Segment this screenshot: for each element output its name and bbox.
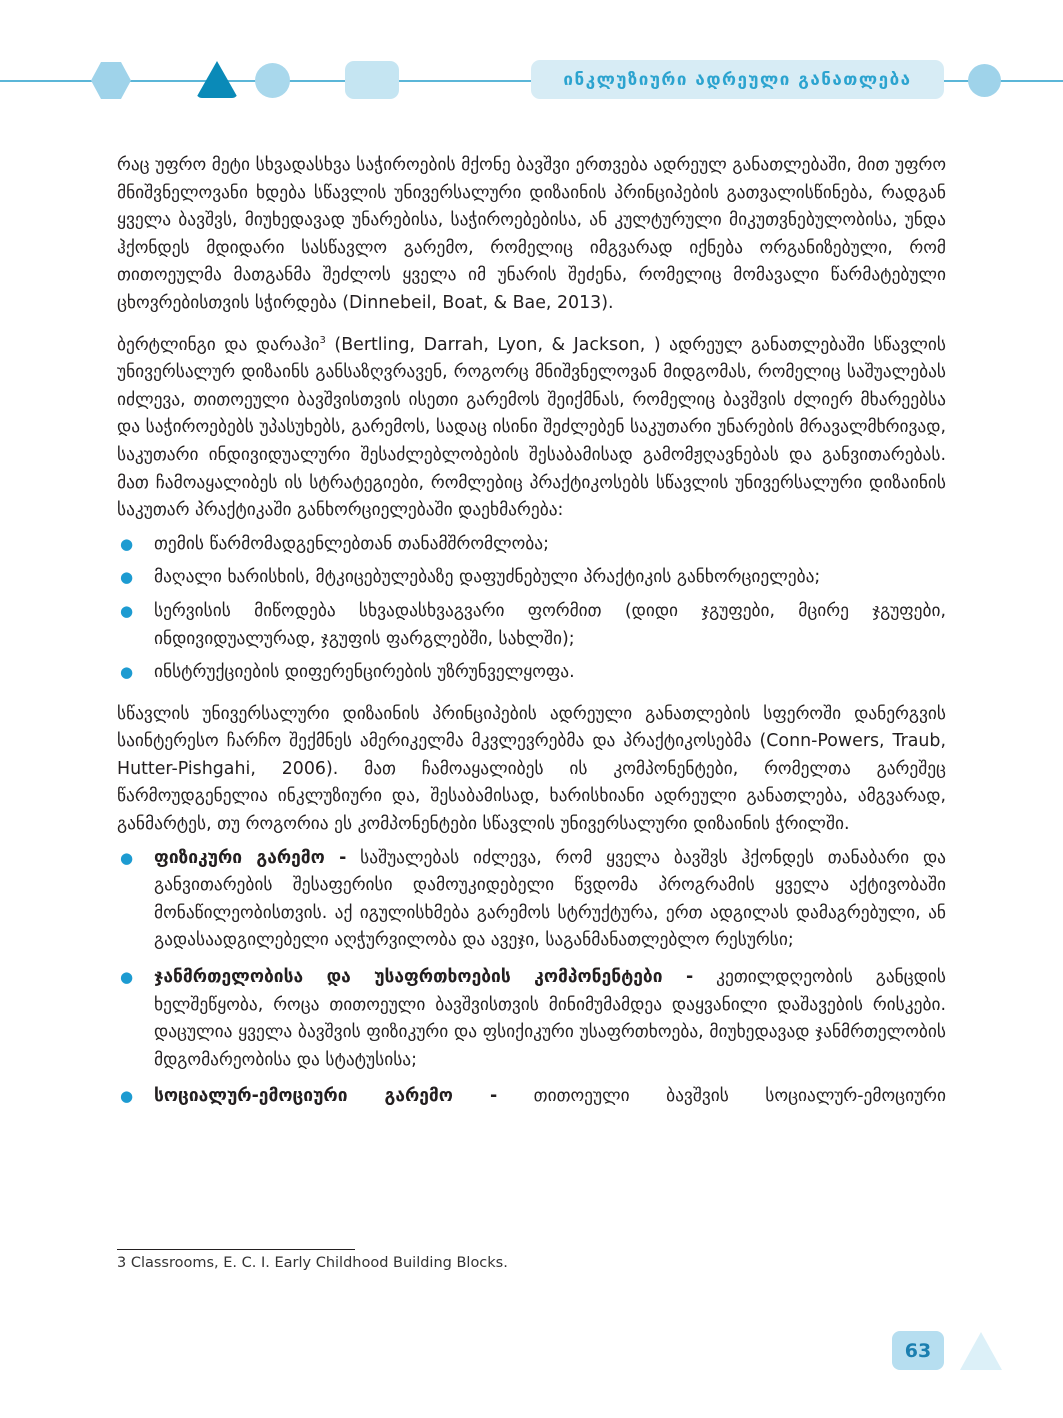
bullet-icon: ● — [120, 534, 134, 553]
paragraph-2-rest: (Bertling, Darrah, Lyon, & Jackson, ) ადრეულ განათლებაში სწავლის უნივერსალურ დიზაინს განსაზღვრავენ, როგორც მნიშვნელოვან მიდგომას, რომელიც საშუალებას იძლევა, თითოეული ბავშვისთვის ისეთი გარემოს შეიქმნას, რომელიც ბავშვის ძლიერ მხარეებსა და საჭიროებებს უპასუხებს, გარემოს, სადაც ისინი შეძლებენ საკუთარი უნარების მრავალმხრივად, საკუთარი ინდივიდუალური შესაძლებლობების შესაბამისად გამომჟღავნებას და განვითარებას. მათ ჩამოაყალიბეს ის სტრატეგიები, რომლებიც პრაქტიკოსებს სწავლის უნივერსალური დიზაინის საკუთარ პრაქტიკაში განხორციელებაში დაეხმარება: — [117, 334, 947, 521]
component-list — [117, 845, 946, 1111]
strategy-list — [117, 531, 946, 687]
list-item-text: თემის წარმომადგენლებთან თანამშრომლობა; — [154, 533, 549, 554]
bullet-icon: ● — [120, 601, 134, 620]
list-item-text: ინსტრუქციების დიფერენცირების უზრუნველყოფა. — [154, 662, 575, 683]
footnote-divider — [117, 1249, 355, 1250]
main-content — [117, 152, 946, 1125]
bullet-icon: ● — [120, 968, 134, 987]
footer-triangle-shape — [960, 1332, 1002, 1370]
paragraph-1: რაც უფრო მეტი სხვადასხვა საჭიროების მქონე ბავშვი ერთვება ადრეულ განათლებაში, მით უფრო მნიშვნელოვანი ხდება სწავლის უნივერსალური დიზაინის პრინციპების გათვალისწინება, რადგან ყველა ბავშვს, მიუხედავად უნარებისა, საჭიროებებისა, ან კულტურული მიკუთვნებულობისა, უნდა ჰქონდეს მდიდარი სასწავლო გარემო, რომელიც იმგვარად იქნება ორგანიზებული, რომ თითოეულმა მათგანმა შეძლოს ყველა იმ უნარის შეძენა, რომელიც მომავალი წარმატებული ცხოვრებისთვის სჭირდება (Dinnebeil, Boat, & Bae, 2013). — [117, 155, 946, 313]
paragraph-2 — [117, 332, 946, 525]
bullet-icon: ● — [120, 848, 134, 867]
list-item — [117, 598, 946, 653]
list-item-text: მაღალი ხარისხის, მტკიცებულებაზე დაფუძნებული პრაქტიკის განხორციელება; — [154, 567, 821, 588]
component-text: საშუალებას იძლევა, რომ ყველა ბავშვს ჰქონდეს თანაბარი და განვითარების შესაფერისი დამოუკიდებელი წვდომა პროგრამის ყველა აქტივობაში მონაწილეობისთვის. აქ იგულისხმება გარემოს სტრუქტურა, ერთ ადგილას დამაგრებული, ან გადასაადგილებელი აღჭურვილობა და ავეჯი, საგანმანათლებლო რესურსი; — [154, 847, 947, 951]
circle-shape-right — [968, 64, 1001, 97]
footnote-ref: 3 — [319, 334, 326, 346]
list-item — [117, 659, 946, 687]
component-term: სოციალურ-ემოციური გარემო - — [154, 1086, 498, 1107]
page-header — [0, 0, 1063, 130]
component-term: ფიზიკური გარემო - — [154, 847, 347, 868]
page-number: 63 — [892, 1331, 944, 1370]
paragraph-2-start: ბერტლინგი და დარაჰი — [117, 334, 320, 355]
list-item — [117, 964, 946, 1074]
component-text: თითოეული ბავშვის სოციალურ-ემოციური — [497, 1086, 947, 1107]
list-item-text: სერვისის მიწოდება სხვადასხვაგვარი ფორმით (დიდი ჯგუფები, მცირე ჯგუფები, ინდივიდუალურად, ჯგუფის ფარგლებში, სახლში); — [154, 600, 946, 649]
rounded-square-shape — [345, 61, 399, 99]
list-item — [117, 845, 946, 955]
bullet-icon: ● — [120, 663, 134, 682]
bullet-icon: ● — [120, 568, 134, 587]
footnote: 3 Classrooms, E. C. I. Early Childhood Building Blocks. — [117, 1255, 508, 1271]
component-term: ჯანმრთელობისა და უსაფრთხოების კომპონენტები - — [154, 967, 694, 988]
circle-shape — [255, 63, 290, 98]
hexagon-shape — [91, 62, 131, 99]
paragraph-3: სწავლის უნივერსალური დიზაინის პრინციპების ადრეული განათლების სფეროში დანერგვის საინტერესო ჩარჩო შექმნეს ამერიკელმა მკვლევრებმა და პრაქტიკოსებმა (Conn-Powers, Traub, Hutter-Pishgahi, 2006). მათ ჩამოაყალიბეს ის კომპონენტები, რომელთა გარეშეც წარმოუდგენელია ინკლუზიური და, შესაბამისად, ხარისხიანი ადრეული განათლება, ამგვარად, განმარტეს, თუ როგორია ეს კომპონენტები სწავლის უნივერსალური დიზაინის ჭრილში. — [117, 703, 946, 835]
list-item — [117, 1083, 946, 1111]
bullet-icon: ● — [120, 1087, 134, 1106]
list-item — [117, 531, 946, 559]
header-title: ინკლუზიური ადრეული განათლება — [531, 60, 944, 99]
component-text: კეთილდღეობის განცდის ხელშეწყობა, როცა თითოეული ბავშვისთვის მინიმუმამდეა დაყვანილი დაშავების რისკები. დაცულია ყველა ბავშვის ფიზიკური და ფსიქიკური უსაფრთხოება, მიუხედავად ჯანმრთელობის მდგომარეობისა და სტატუსისა; — [154, 967, 947, 1070]
list-item — [117, 564, 946, 592]
